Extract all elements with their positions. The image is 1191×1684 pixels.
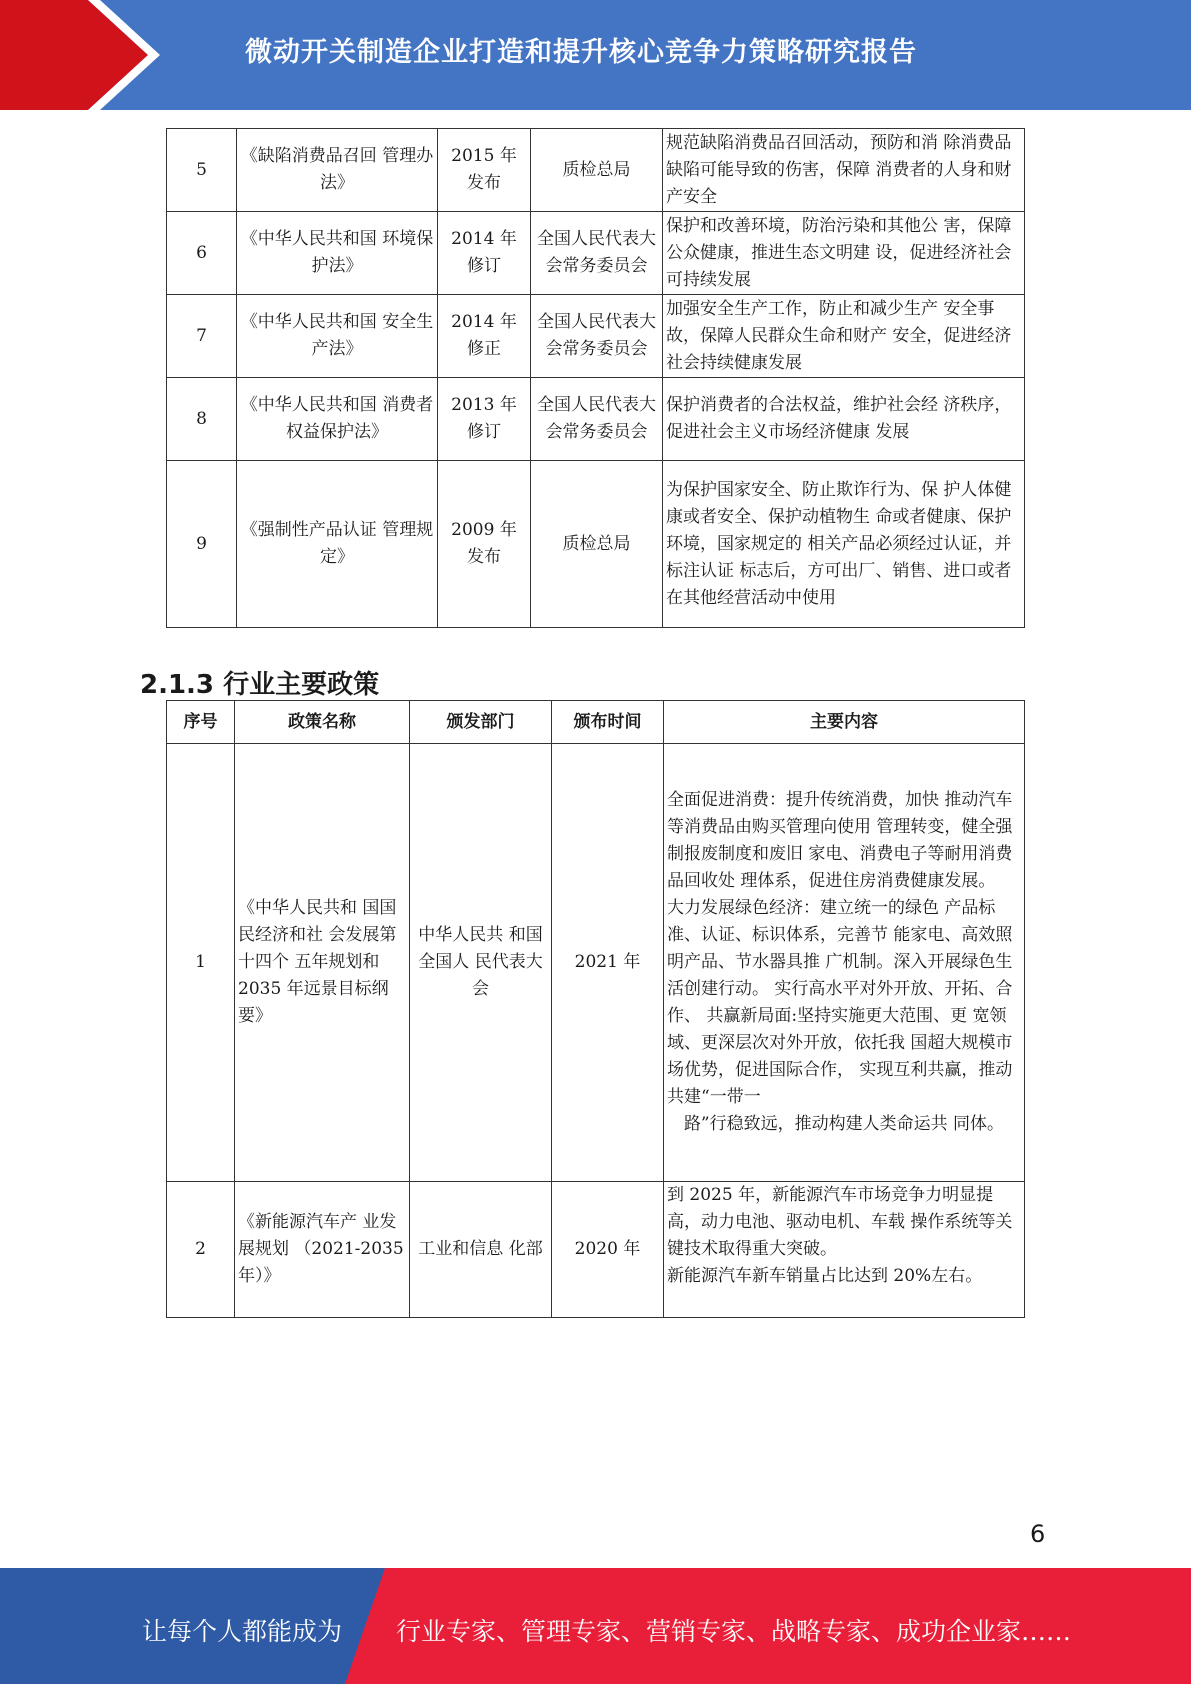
law-content: 保护消费者的合法权益，维护社会经 济秩序，促进社会主义市场经济健康 发展 xyxy=(663,378,1025,461)
content-paragraph: 到 2025 年，新能源汽车市场竞争力明显提高，动力电池、驱动电机、车载 操作系统等关键技术取得重大突破。 xyxy=(667,1185,1013,1259)
law-content: 为保护国家安全、防止欺诈行为、保 护人体健康或者安全、保护动植物生 命或者健康、保护环境，国家规定的 相关产品必须经过认证，并标注认证 标志后，方可出厂、销售、进口或者 在其他经营活动中使用 xyxy=(663,461,1025,628)
row-number: 5 xyxy=(167,129,237,212)
law-name: 《中华人民共和国 环境保护法》 xyxy=(237,212,438,295)
policy-name: 《新能源汽车产 业发展规划 （2021-2035 年）》 xyxy=(235,1182,410,1318)
table-row xyxy=(167,212,1025,295)
page-number: 6 xyxy=(1030,1520,1046,1548)
law-department: 质检总局 xyxy=(531,461,663,628)
law-time: 2009 年 发布 xyxy=(438,461,531,628)
law-name: 《中华人民共和国 安全生产法》 xyxy=(237,295,438,378)
table-row xyxy=(167,129,1025,212)
policy-department: 中华人民共 和国全国人 民代表大会 xyxy=(410,744,552,1182)
footer-slogan-left: 让每个人都能成为 xyxy=(142,1617,343,1646)
law-content: 规范缺陷消费品召回活动，预防和消 除消费品缺陷可能导致的伤害，保障 消费者的人身和财产安全 xyxy=(663,129,1025,212)
law-time: 2014 年 修订 xyxy=(438,212,531,295)
law-time: 2013 年 修订 xyxy=(438,378,531,461)
law-department: 全国人民代表大会常务委员会 xyxy=(531,295,663,378)
footer-slogan-right: 行业专家、管理专家、营销专家、战略专家、成功企业家…… xyxy=(396,1617,1072,1646)
law-name: 《中华人民共和国 消费者权益保护法》 xyxy=(237,378,438,461)
content-paragraph: 新能源汽车新车销量占比达到 20%左右。 xyxy=(667,1266,983,1286)
column-header-content: 主要内容 xyxy=(664,701,1025,744)
table-row xyxy=(167,461,1025,628)
law-department: 全国人民代表大会常务委员会 xyxy=(531,212,663,295)
law-name: 《强制性产品认证 管理规定》 xyxy=(237,461,438,628)
policy-name: 《中华人民共和 国国民经济和社 会发展第十四个 五年规划和 2035 年远景目标纲 要》 xyxy=(235,744,410,1182)
content-paragraph: 全面促进消费：提升传统消费，加快 推动汽车等消费品由购买管理向使用 管理转变，健全强制报废制度和废旧 家电、消费电子等耐用消费品回收处 理体系，促进住房消费健康发展。 xyxy=(667,790,1013,891)
content-paragraph: 大力发展绿色经济：建立统一的绿色 产品标准、认证、标识体系，完善节 能家电、高效照明产品、节水器具推 广机制。深入开展绿色生活创建行动。 实行高水平对外开放、开拓、合作、 共赢新局面:坚持实施更大范围、更 宽领域、更深层次对外开放，依托我 国超大规模市场优势，促进国际合作， 实现互利共赢，推动共建“一带一 xyxy=(667,898,1013,1107)
table-row xyxy=(167,295,1025,378)
row-number: 1 xyxy=(167,744,235,1182)
law-department: 质检总局 xyxy=(531,129,663,212)
policy-department: 工业和信息 化部 xyxy=(410,1182,552,1318)
table-header-row xyxy=(167,701,1025,744)
law-name: 《缺陷消费品召回 管理办法》 xyxy=(237,129,438,212)
regulations-table xyxy=(166,128,1025,628)
table-row xyxy=(167,1182,1025,1318)
page-footer xyxy=(0,1568,1191,1684)
column-header-time: 颁布时间 xyxy=(552,701,664,744)
policy-content xyxy=(664,744,1025,1182)
content-paragraph: 路”行稳致远，推动构建人类命运共 同体。 xyxy=(683,1114,1005,1134)
law-content: 保护和改善环境，防治污染和其他公 害，保障公众健康，推进生态文明建 设，促进经济社会可持续发展 xyxy=(663,212,1025,295)
row-number: 9 xyxy=(167,461,237,628)
policy-time: 2021 年 xyxy=(552,744,664,1182)
section-heading: 2.1.3 行业主要政策 xyxy=(140,670,380,700)
policy-content xyxy=(664,1182,1025,1318)
row-number: 6 xyxy=(167,212,237,295)
row-number: 7 xyxy=(167,295,237,378)
row-number: 2 xyxy=(167,1182,235,1318)
column-header-name: 政策名称 xyxy=(235,701,410,744)
column-header-department: 颁发部门 xyxy=(410,701,552,744)
policy-time: 2020 年 xyxy=(552,1182,664,1318)
law-time: 2014 年 修正 xyxy=(438,295,531,378)
report-title: 微动开关制造企业打造和提升核心竞争力策略研究报告 xyxy=(245,37,917,68)
law-time: 2015 年 发布 xyxy=(438,129,531,212)
policy-table xyxy=(166,700,1025,1318)
table-row xyxy=(167,378,1025,461)
table-row xyxy=(167,744,1025,1182)
column-header-number: 序号 xyxy=(167,701,235,744)
row-number: 8 xyxy=(167,378,237,461)
law-department: 全国人民代表大会常务委员会 xyxy=(531,378,663,461)
law-content: 加强安全生产工作，防止和减少生产 安全事故，保障人民群众生命和财产 安全，促进经济社会持续健康发展 xyxy=(663,295,1025,378)
page-header xyxy=(0,0,1191,110)
